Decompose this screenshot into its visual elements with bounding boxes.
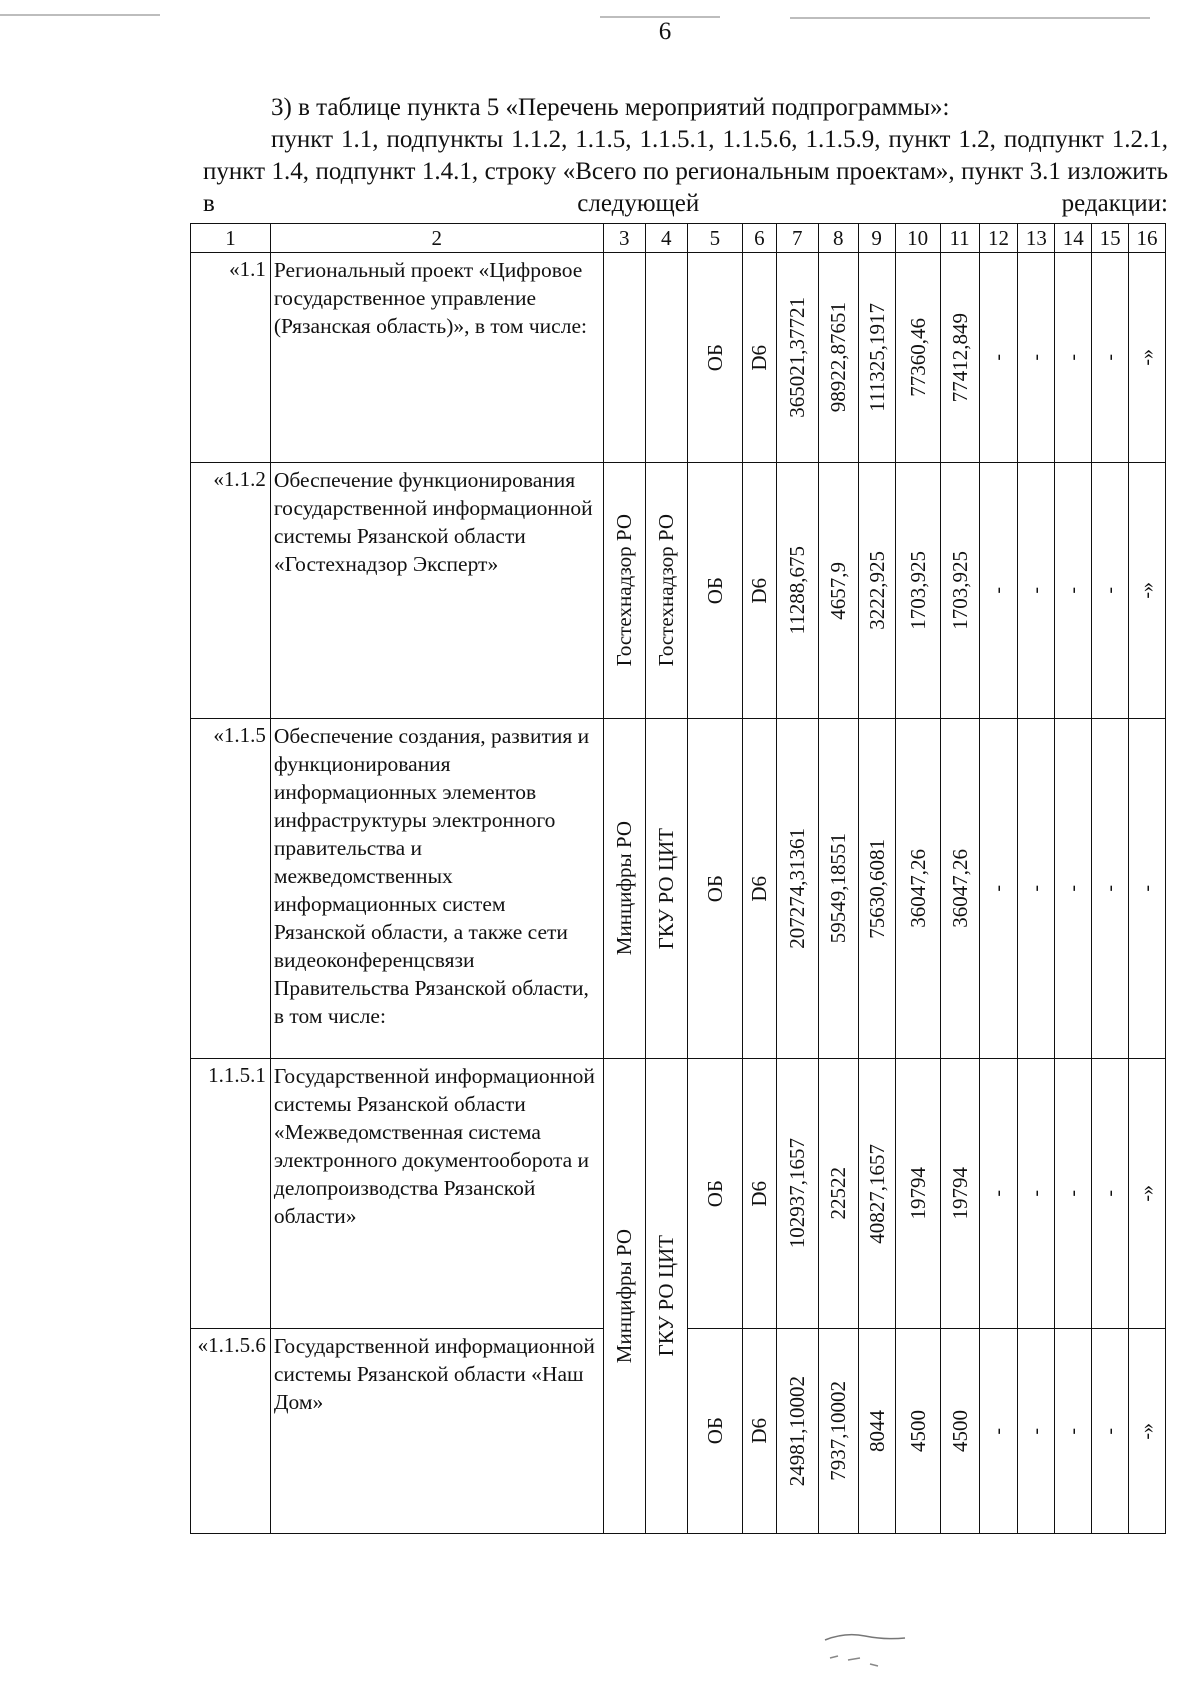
participant-cell [645,463,687,719]
value-cell [858,1329,895,1534]
value-cell [895,719,940,1059]
value-cell [818,1059,858,1329]
value-cell [1018,463,1055,719]
executor-text: Минцифры РО [612,1228,637,1364]
value-cell [818,719,858,1059]
value-cell [1055,463,1092,719]
code: D6 [747,344,772,371]
value: - [987,1427,1010,1435]
value: - [1062,885,1085,892]
value-cell [979,719,1018,1059]
funding-source-cell [687,1059,742,1329]
value-cell [1092,253,1129,463]
value: 22522 [826,1167,851,1220]
value-cell [858,719,895,1059]
executor-cell [603,719,645,1059]
value-cell [979,253,1018,463]
value: 102937,1657 [785,1138,810,1249]
value: - [1025,587,1048,594]
value-cell [1129,463,1166,719]
table-row [191,1059,1166,1329]
code: D6 [747,577,772,604]
value-cell [940,1329,979,1534]
participant-cell [645,719,687,1059]
executor-text: Минцифры РО [612,821,637,956]
value: 365021,37721 [785,297,810,418]
value: 111325,1917 [864,303,889,412]
funding-source: ОБ [702,576,727,605]
executor-cell [603,1059,645,1534]
value-cell [1055,719,1092,1059]
value-cell [979,463,1018,719]
value-cell [895,1329,940,1534]
value-cell [979,1059,1018,1329]
participant-cell [645,1059,687,1534]
col-header: 14 [1055,224,1092,253]
value-cell [776,1059,818,1329]
code-cell [742,253,776,463]
value: - [1062,587,1085,594]
value-cell [1092,463,1129,719]
executor-cell [603,253,645,463]
value: 1703,925 [947,551,972,630]
value: 36047,26 [905,849,930,928]
funding-source: ОБ [702,1179,727,1208]
participant-text: Гостехнадзор РО [654,514,679,667]
row-number: «1.1 [191,253,271,463]
value-cell [818,1329,858,1534]
value-cell [776,1329,818,1534]
code-cell [742,463,776,719]
value-cell [858,463,895,719]
value-cell [895,463,940,719]
code-cell [742,719,776,1059]
value-cell [1055,253,1092,463]
value-cell [1129,253,1166,463]
value: - [1136,885,1158,892]
col-header: 8 [818,224,858,253]
code-cell [742,1329,776,1534]
value: - [1025,354,1048,361]
intro-line-2: пункт 1.1, подпункты 1.1.2, 1.1.5, 1.1.5.1, 1.1.5.6, 1.1.5.9, пункт 1.2, подпункт 1.2.1, пункт 1.4, подпункт 1.4.1, строку «Всего по региональным проектам», пункт 3.1 изложить в следующей редакции: [203,126,1168,217]
value-cell [858,1059,895,1329]
value: - [1099,1427,1122,1435]
funding-source-cell [687,253,742,463]
row-number: «1.1.5.6 [191,1329,271,1534]
value: 19794 [947,1167,972,1220]
code: D6 [747,1180,772,1207]
col-header: 7 [776,224,818,253]
value-cell [1129,1059,1166,1329]
value-cell [1055,1329,1092,1534]
value-cell [1092,1059,1129,1329]
value-cell [979,1329,1018,1534]
value: - [1099,1190,1122,1197]
row-name: Обеспечение создания, развития и функционирования информационных элементов инфраструктуры электронного правительства и межведомственных информационных систем Рязанской области, а также сети видеоконференцсвязи Правительства Рязанской области, в том числе: [270,719,603,1059]
col-header: 5 [687,224,742,253]
value-cell [895,1059,940,1329]
value: 4500 [947,1410,972,1452]
col-header: 12 [979,224,1018,253]
value-cell [776,463,818,719]
value: 7937,10002 [826,1381,851,1481]
page-number: 6 [658,18,672,45]
intro-line-1: 3) в таблице пункта 5 «Перечень мероприятий подпрограммы»: [271,94,950,121]
value-cell [940,253,979,463]
col-header: 9 [858,224,895,253]
row-name: Обеспечение функционирования государственной информационной системы Рязанской области «Гостехнадзор Эксперт» [270,463,603,719]
value-cell [1018,1329,1055,1534]
value-cell [1018,1059,1055,1329]
col-header: 4 [645,224,687,253]
value: -» [1136,349,1158,366]
value-cell [1129,719,1166,1059]
value-cell [1018,719,1055,1059]
code: D6 [747,1418,772,1444]
value: 75630,6081 [864,838,889,939]
funding-source: ОБ [702,1417,727,1445]
value: - [987,885,1010,892]
value-cell [776,719,818,1059]
funding-source-cell [687,463,742,719]
value-cell [818,253,858,463]
col-header: 3 [603,224,645,253]
scan-artifact [0,14,160,16]
value-cell [940,1059,979,1329]
funding-source: ОБ [702,343,727,372]
value: 40827,1657 [864,1143,889,1244]
value-cell [940,463,979,719]
value: 24981,10002 [785,1375,810,1487]
col-header: 2 [270,224,603,253]
col-header: 11 [940,224,979,253]
value: 77412,849 [947,312,972,403]
table-row [191,463,1166,719]
table-row [191,719,1166,1059]
participant-cell [645,253,687,463]
value: -» [1136,1185,1158,1202]
value: - [1062,1190,1085,1197]
col-header: 16 [1129,224,1166,253]
funding-source-cell [687,719,742,1059]
value-cell [1055,1059,1092,1329]
measures-table [190,223,1166,1534]
row-name: Государственной информационной системы Рязанской области «Межведомственная система электронного документооборота и делопроизводства Рязанской области» [270,1059,603,1329]
value-cell [940,719,979,1059]
value: - [1099,354,1122,361]
value: - [1099,587,1122,594]
value: 36047,26 [947,849,972,928]
value: - [1062,1427,1085,1435]
value: 8044 [864,1410,889,1452]
col-header: 6 [742,224,776,253]
value-cell [1129,1329,1166,1534]
col-header: 15 [1092,224,1129,253]
col-header: 13 [1018,224,1055,253]
table-row [191,253,1166,463]
row-number: «1.1.5 [191,719,271,1059]
code-cell [742,1059,776,1329]
value: 19794 [905,1167,930,1220]
value: 3222,925 [864,551,889,630]
value: - [987,1190,1010,1197]
signature-mark [820,1630,910,1680]
value: 11288,675 [785,546,810,635]
value: 98922,87651 [826,302,851,413]
col-header: 1 [191,224,271,253]
value: - [1025,1427,1048,1435]
funding-source: ОБ [702,874,727,903]
executor-text: Гостехнадзор РО [612,514,637,667]
value: - [1062,354,1085,361]
value: 4500 [905,1410,930,1452]
col-header: 10 [895,224,940,253]
value-cell [1092,1329,1129,1534]
value: 1703,925 [905,551,930,630]
value-cell [1092,719,1129,1059]
value-cell [858,253,895,463]
executor-cell [603,463,645,719]
value: 77360,46 [905,318,930,397]
table-header-row [191,224,1166,253]
funding-source-cell [687,1329,742,1534]
participant-text: ГКУ РО ЦИТ [654,827,679,950]
value-cell [776,253,818,463]
value-cell [895,253,940,463]
participant-text: ГКУ РО ЦИТ [654,1235,679,1357]
intro-text [203,92,1168,220]
code: D6 [747,875,772,902]
value: 59549,18551 [826,833,851,944]
value: -» [1136,582,1158,599]
value: -» [1136,1422,1158,1440]
value: 207274,31361 [785,828,810,949]
row-name: Региональный проект «Цифровое государственное управление (Рязанская область)», в том числе: [270,253,603,463]
value: - [987,587,1010,594]
value: 4657,9 [826,561,851,620]
value: - [1025,1190,1048,1197]
value-cell [818,463,858,719]
value: - [1099,885,1122,892]
row-number: 1.1.5.1 [191,1059,271,1329]
row-number: «1.1.2 [191,463,271,719]
value: - [987,354,1010,361]
value: - [1025,885,1048,892]
value-cell [1018,253,1055,463]
row-name: Государственной информационной системы Рязанской области «Наш Дом» [270,1329,603,1534]
